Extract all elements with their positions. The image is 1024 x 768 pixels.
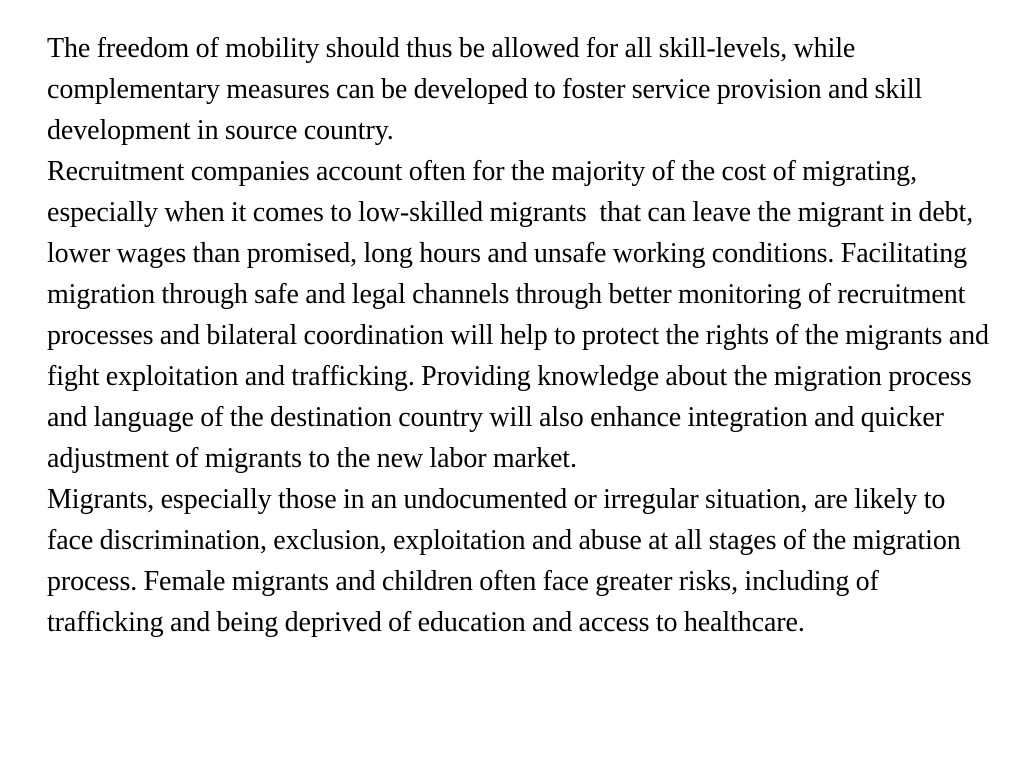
paragraph-recruitment: Recruitment companies account often for the majority of the cost of migrating, especially when it comes to low-skilled migrants that can leave the migrant in debt, lower wages than promised, long hours and unsafe working conditions. Facilitating migration through safe and legal channels through better monitoring of recruitment processes and bilateral coordination will help to protect the rights of the migrants and fight exploitation and trafficking. Providing knowledge about the migration process and language of the destination country will also enhance integration and quicker adjustment of migrants to the new labor market. [47, 156, 996, 474]
paragraph-mobility: The freedom of mobility should thus be allowed for all skill-levels, while complementary measures can be developed to foster service provision and skill development in source country. [47, 33, 929, 146]
paragraph-migrant-risks: Migrants, especially those in an undocumented or irregular situation, are likely to face discrimination, exclusion, exploitation and abuse at all stages of the migration process. Female migrants and children often face greater risks, including of trafficking and being deprived of education and access to healthcare. [47, 484, 968, 638]
